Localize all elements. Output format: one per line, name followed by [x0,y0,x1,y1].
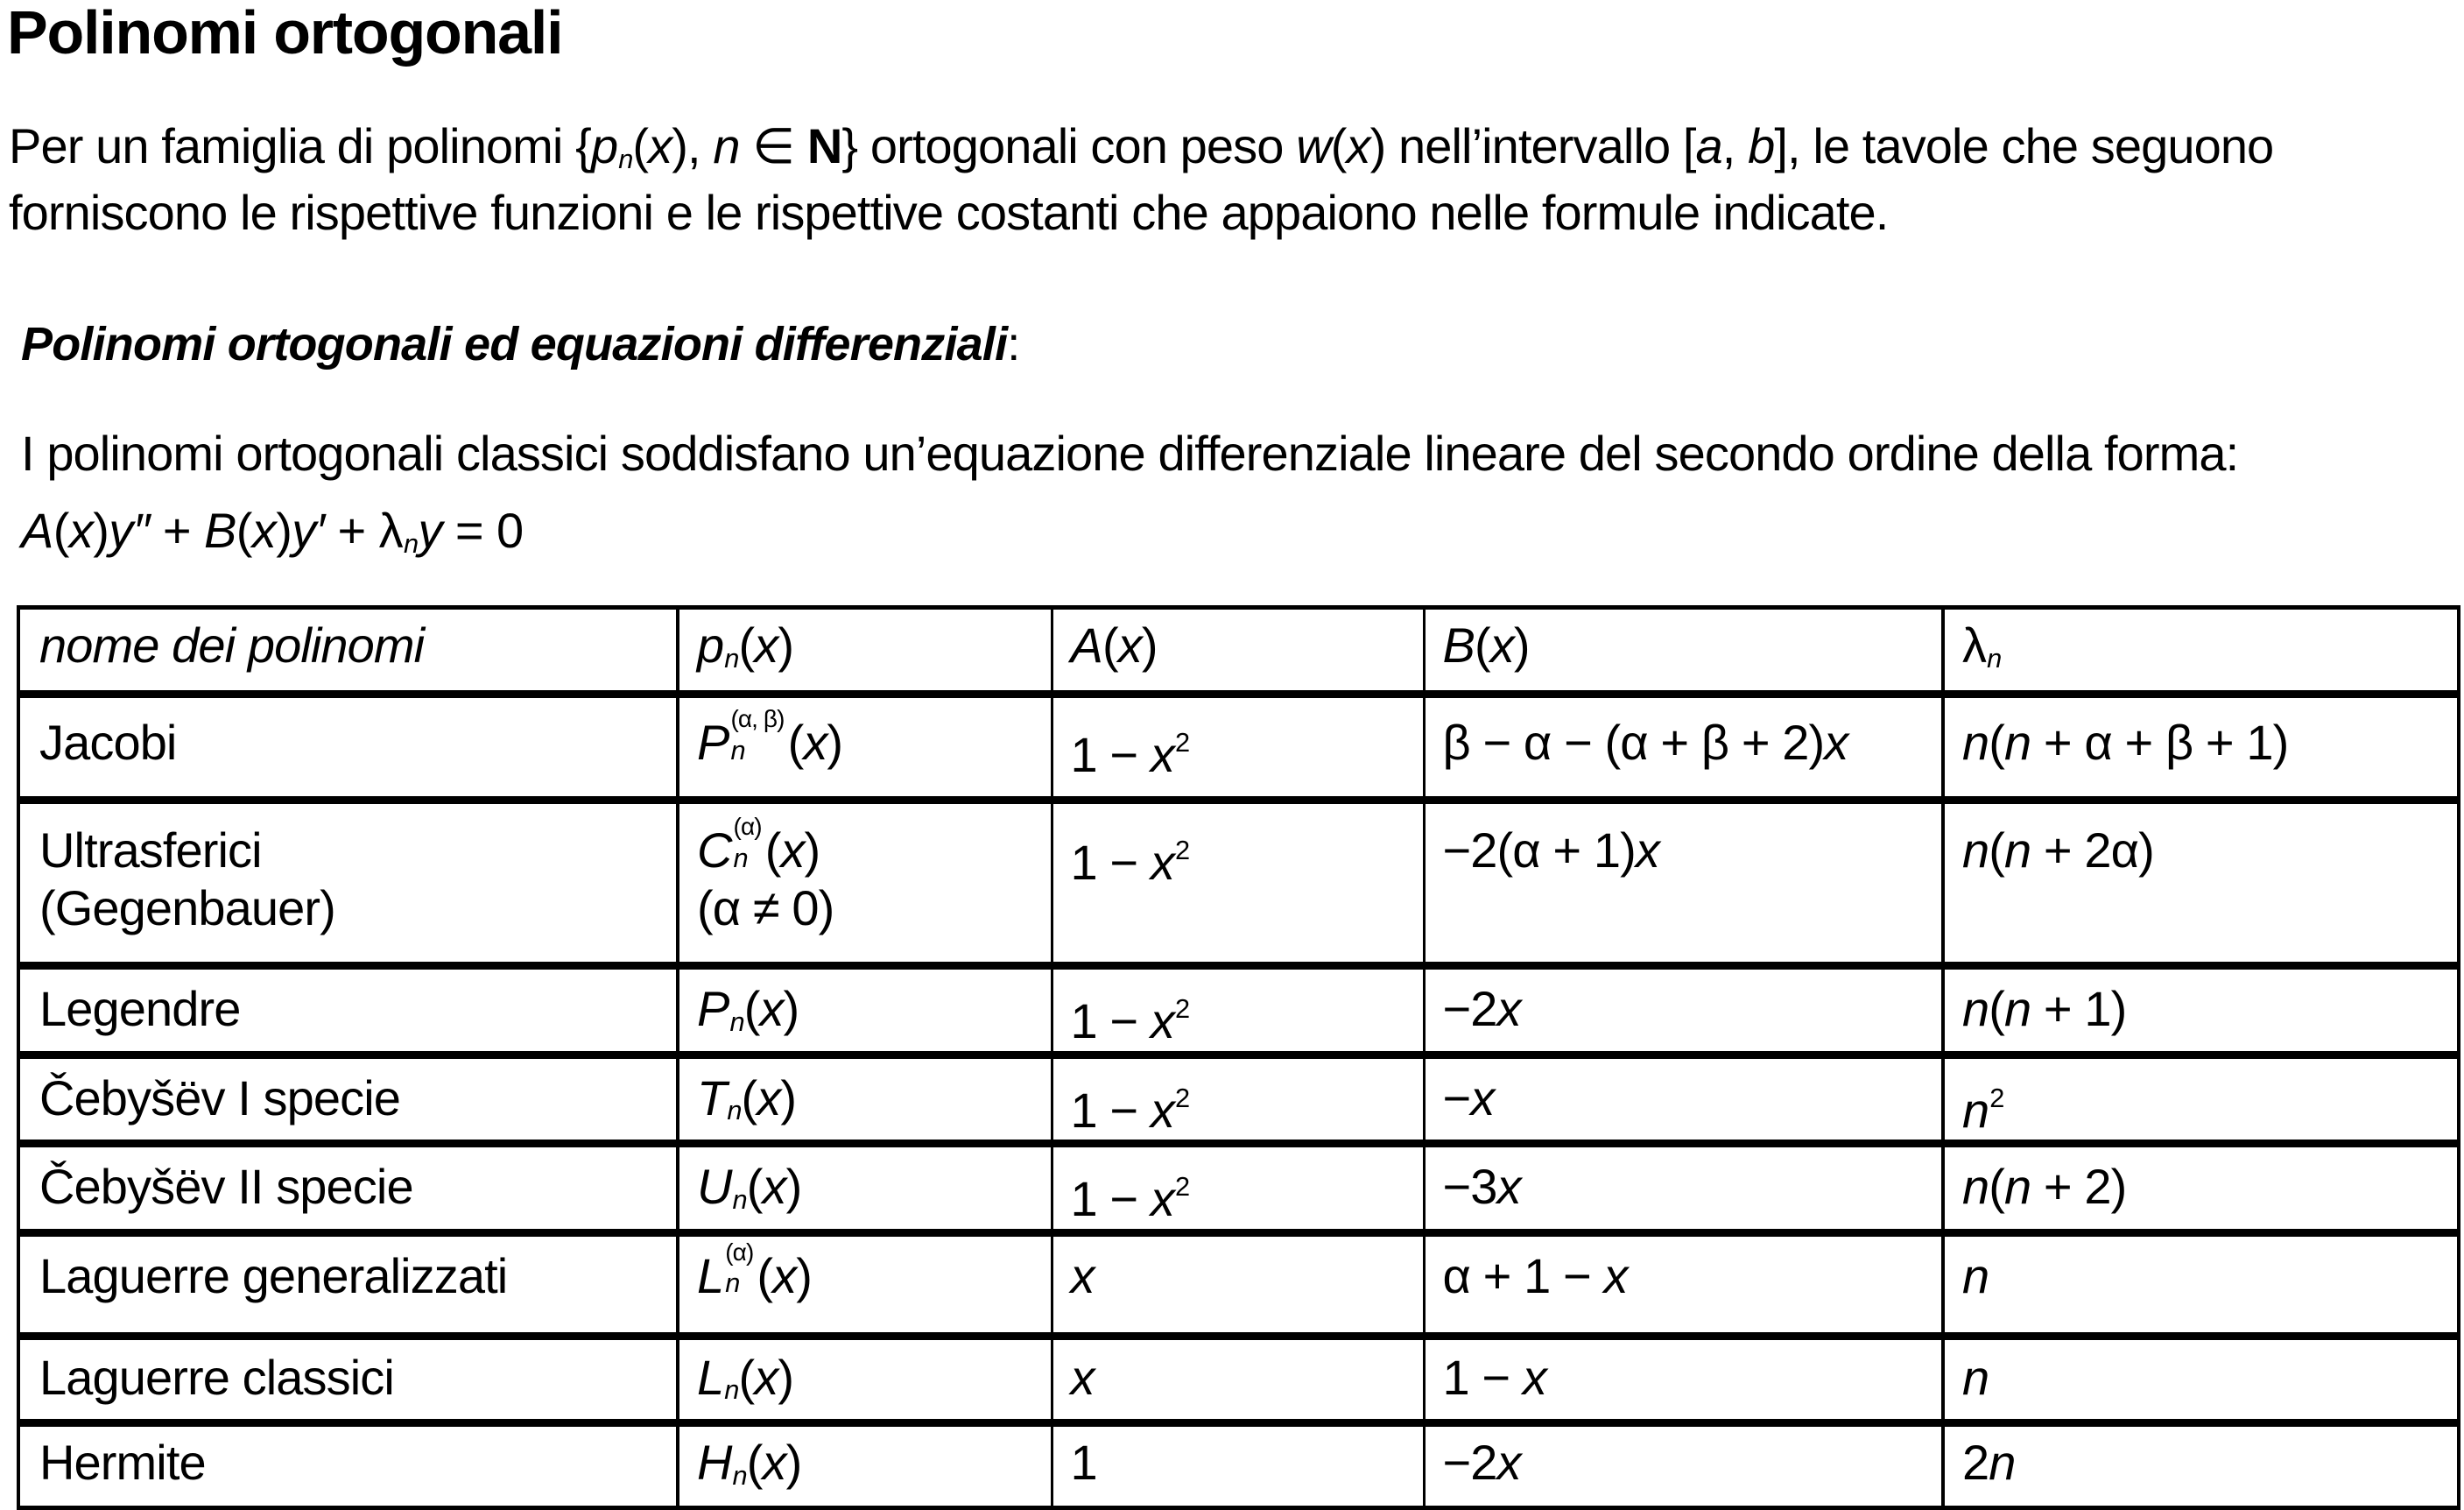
cell-text-line: Čebyšëv I specie [39,1069,401,1125]
math-italic: A [21,503,53,558]
superscript: 2 [1174,1171,1190,1203]
cell-text-line: Jacobi [39,715,177,770]
math-text: ( [1989,1159,2004,1215]
cell-text-line: Laguerre classici [39,1349,394,1405]
math-text: + [324,503,379,558]
math-text: 1 [1070,1435,1097,1491]
header-pn [678,608,1052,695]
math-italic: a [1695,118,1722,173]
math-text: ( [632,118,649,173]
cell-lambda [1943,1336,2459,1423]
math-text: −2 [1442,1435,1497,1491]
math-text: ) [783,981,799,1036]
table-row [18,1336,2459,1423]
cell-text-line: Hermite [39,1435,206,1491]
math-italic: n [713,118,740,173]
math-italic: n [2004,981,2031,1036]
header-name [18,608,678,695]
math-italic: P [697,981,729,1036]
cell-name [18,1144,678,1233]
math-italic: T [697,1069,727,1125]
math-text: ( [1989,822,2004,878]
cell-text-line: Čebyšëv II specie [39,1159,413,1215]
math-text: ], le tavole che seguono [1774,118,2274,173]
cell-pn [678,1336,1052,1423]
math-italic: x [1070,1247,1095,1303]
intro-line-2: forniscono le rispettive funzioni e le rispettive costanti che appaiono nelle formule indicate. [9,184,1889,240]
math-text: ( [1102,617,1118,673]
math-text: + 1) [2031,981,2127,1036]
math-text: ) [778,1349,794,1405]
math-italic: x [754,617,778,673]
cell-lambda [1943,1423,2459,1508]
math-text: ) [1141,617,1158,673]
math-text: Per un famiglia di polinomi { [9,118,591,173]
math-text: + 2) [2031,1159,2127,1215]
cell-lambda [1943,966,2459,1055]
math-italic: x [759,981,784,1036]
cell-pn [678,1232,1052,1336]
header-lambda [1943,608,2459,695]
math-italic: n [1962,715,1989,770]
math-text: 1 − [1070,835,1151,891]
cell-A [1052,1336,1424,1423]
subscript: n [725,1267,740,1299]
math-italic: P [697,715,729,770]
math-italic: x [1496,981,1521,1036]
cell-B [1424,801,1943,966]
intro-line-1 [9,119,2273,186]
table-row [18,966,2459,1055]
intro-paragraph [9,119,2273,239]
table-row [18,1423,2459,1508]
cell-pn [678,1144,1052,1233]
math-text: ( [757,1247,773,1303]
math-text: λ [1962,617,1987,673]
math-text: β − α − (α + β + 2) [1442,715,1825,770]
cell-text-line: Laguerre generalizzati [39,1247,508,1303]
math-italic: n [1962,822,1989,878]
math-italic: p [697,617,724,673]
subscript: n [729,1005,744,1037]
math-italic: x [1470,1069,1495,1125]
math-italic: w [1296,118,1331,173]
subscript: n [724,642,739,674]
math-text: = 0 [441,503,524,558]
math-italic: B [203,503,236,558]
subscript: n [732,1183,747,1215]
cell-lambda [1943,1232,2459,1336]
cell-text-line: Legendre [39,981,241,1036]
subscript: n [727,1095,742,1126]
table-row [18,695,2459,801]
math-text: + 2α) [2031,822,2154,878]
math-text: ( [764,822,781,878]
table-header-row [18,608,2459,695]
math-italic: x [1150,727,1174,783]
math-text: 1 − [1070,993,1151,1049]
math-text: ) [780,1069,797,1125]
math-text: 1 − [1442,1349,1523,1405]
cell-name [18,695,678,801]
math-italic: x [1150,1082,1174,1138]
subscript: n [618,143,633,174]
math-italic: x [1522,1349,1546,1405]
math-text: ∈ [739,118,807,173]
math-italic: n [1962,1082,1989,1138]
cell-pn [678,1423,1052,1508]
cell-pn [678,695,1052,801]
cell-lambda [1943,1144,2459,1233]
math-text: ) [827,715,843,770]
math-text: , [1721,118,1749,173]
math-italic: b [1748,118,1775,173]
math-italic: x [1496,1435,1521,1491]
superscript: (α) [733,813,762,840]
cell-name [18,1423,678,1508]
math-italic: n [2004,715,2031,770]
superscript: 2 [1989,1082,2004,1113]
math-text: −2(α + 1) [1442,822,1636,878]
math-italic: n [2004,822,2031,878]
cell-B [1424,966,1943,1055]
cell-pn [678,966,1052,1055]
cell-lambda [1943,1055,2459,1144]
table-row [18,1055,2459,1144]
math-italic: n [1962,981,1989,1036]
math-text: + [149,503,204,558]
math-italic: U [697,1159,732,1215]
orthogonal-polynomials-table [17,605,2460,1510]
math-text: ) [796,1247,812,1303]
math-italic: nome dei polinomi [39,617,425,673]
subscript: n [732,1459,747,1491]
math-text: ( [1989,981,2004,1036]
differential-equation [21,504,524,570]
math-italic: n [1962,1247,1989,1303]
table-row [18,1232,2459,1336]
math-text: ) [785,1159,802,1215]
math-italic: x [1346,118,1370,173]
cell-B [1424,1055,1943,1144]
subscript: n [1987,642,2002,674]
subscript: n [404,527,419,559]
cell-A [1052,1055,1424,1144]
cell-pn [678,801,1052,966]
cell-lambda [1943,695,2459,801]
cell-lambda [1943,801,2459,966]
cell-B [1424,1423,1943,1508]
math-italic: x [1824,715,1848,770]
section-heading-text: Polinomi ortogonali ed equazioni differenziali [21,318,1008,370]
math-text: α + 1 − [1442,1247,1604,1303]
math-text: ) [785,1435,802,1491]
math-text: ( [746,1435,763,1491]
sub-superscript [730,705,785,767]
math-italic: n [1962,1349,1989,1405]
math-italic: x [1070,1349,1095,1405]
math-italic: B [1442,617,1475,673]
cell-name [18,801,678,966]
math-italic: x [1603,1247,1628,1303]
cell-name [18,966,678,1055]
math-text: 2 [1962,1435,1989,1491]
math-text: ( [53,503,69,558]
subscript: n [733,842,748,873]
math-text: ) [1513,617,1530,673]
superscript: (α, β) [730,705,785,732]
math-text: ), [672,118,714,173]
math-text: −2 [1442,981,1497,1036]
math-italic: x [1489,617,1514,673]
cell-A [1052,801,1424,966]
cell-A [1052,1144,1424,1233]
math-italic: x [251,503,277,558]
math-text: λ [378,503,403,558]
math-italic: y [418,503,442,558]
math-italic: x [1150,835,1174,891]
math-text: ( [236,503,252,558]
cell-B [1424,1232,1943,1336]
math-bold: N [806,118,842,173]
cell-name [18,1232,678,1336]
cell-name [18,1055,678,1144]
math-text: + α + β + 1) [2031,715,2289,770]
math-text: ( [1474,617,1490,673]
header-A [1052,608,1424,695]
section-body-text: I polinomi ortogonali classici soddisfano un’equazione differenziale lineare del secondo ordine della forma: [21,426,2239,481]
math-italic: x [1496,1159,1521,1215]
math-text: 1 − [1070,727,1151,783]
superscript: 2 [1174,993,1190,1024]
cell-text-line: Ultrasferici [39,822,262,878]
math-italic: y″ [109,503,150,558]
math-text: ) [804,822,820,878]
math-italic: x [1150,993,1174,1049]
cell-name [18,1336,678,1423]
math-italic: x [757,1069,781,1125]
math-italic: x [1635,822,1659,878]
page-title: Polinomi ortogonali [7,0,563,67]
math-text: −3 [1442,1159,1497,1215]
math-italic: x [780,822,805,878]
math-italic: L [697,1247,724,1303]
math-text: ) [778,617,794,673]
cell-A [1052,1232,1424,1336]
math-italic: x [1117,617,1142,673]
math-text: ( [1989,715,2004,770]
math-text: ( [743,981,760,1036]
sub-superscript [725,1238,754,1300]
math-text: (α ≠ 0) [697,880,834,935]
subscript: n [724,1374,739,1406]
math-italic: A [1070,617,1102,673]
table-row [18,801,2459,966]
math-italic: x [803,715,827,770]
math-italic: n [1962,1159,1989,1215]
cell-pn [678,1055,1052,1144]
math-italic: n [1989,1435,2016,1491]
superscript: 2 [1174,835,1190,865]
section-heading-colon: : [1007,318,1020,370]
math-text: ( [1330,118,1347,173]
math-italic: y′ [292,503,325,558]
math-italic: x [648,118,672,173]
superscript: (α) [725,1238,754,1266]
section-heading [21,317,1020,371]
math-text: ( [738,617,755,673]
math-italic: x [68,503,94,558]
math-italic: H [697,1435,732,1491]
math-italic: L [697,1349,724,1405]
cell-B [1424,1144,1943,1233]
math-text: } ortogonali con peso [841,118,1297,173]
header-B [1424,608,1943,695]
math-text: ) nell’intervallo [ [1369,118,1696,173]
cell-A [1052,695,1424,801]
sub-superscript [733,813,762,875]
superscript: 2 [1174,727,1190,758]
math-italic: C [697,822,732,878]
math-italic: n [2004,1159,2031,1215]
cell-A [1052,966,1424,1055]
math-italic: x [772,1247,797,1303]
math-italic: x [1150,1171,1174,1227]
cell-B [1424,695,1943,801]
table-row [18,1144,2459,1233]
math-text: ( [746,1159,763,1215]
subscript: n [730,734,745,766]
math-text: − [1442,1069,1471,1125]
math-text: ( [741,1069,757,1125]
cell-A [1052,1423,1424,1508]
math-italic: x [754,1349,778,1405]
math-text: ( [738,1349,755,1405]
math-text: ) [276,503,292,558]
math-italic: x [762,1435,786,1491]
math-text: 1 − [1070,1171,1151,1227]
cell-text-line: (Gegenbauer) [39,880,335,935]
math-italic: p [590,118,618,173]
cell-B [1424,1336,1943,1423]
math-text: ( [787,715,804,770]
math-italic: x [762,1159,786,1215]
math-text: 1 − [1070,1082,1151,1138]
superscript: 2 [1174,1082,1190,1113]
math-text: ) [93,503,109,558]
